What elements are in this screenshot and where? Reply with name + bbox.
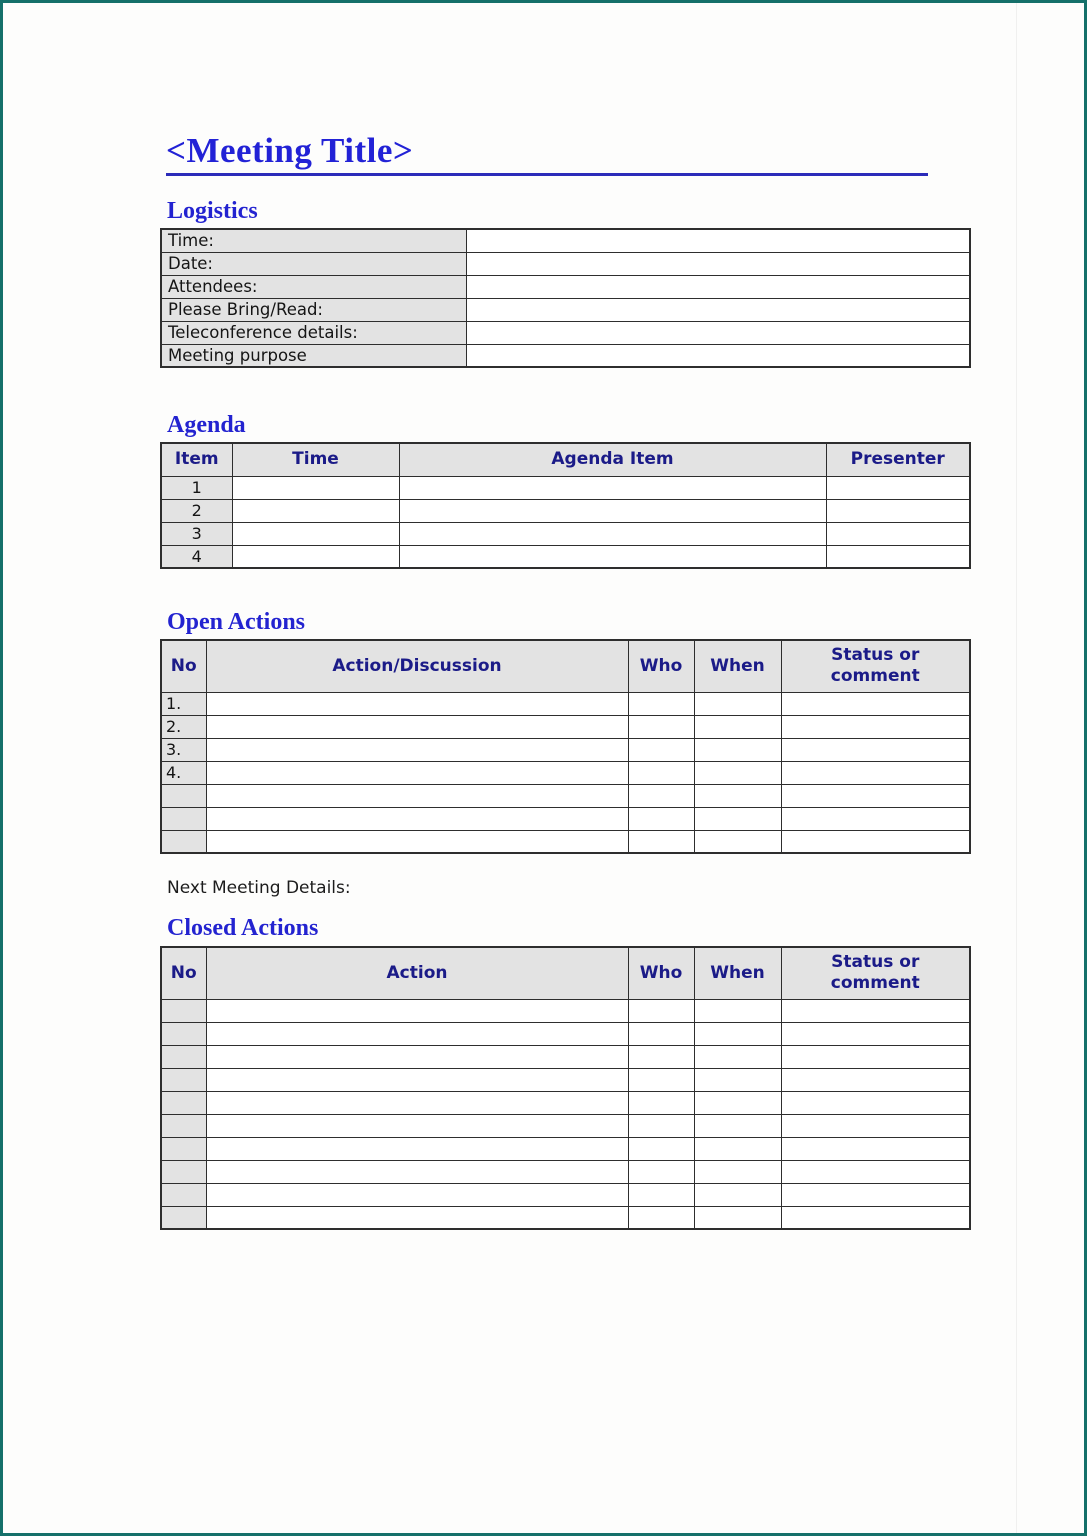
- table-row: [161, 545, 970, 568]
- table-cell: [694, 999, 781, 1022]
- table-cell: [161, 1068, 206, 1091]
- table-row: [161, 1045, 970, 1068]
- table-cell: [694, 1114, 781, 1137]
- table-cell: [161, 807, 206, 830]
- open-actions-table: [160, 639, 971, 854]
- table-cell: [781, 715, 970, 738]
- table-cell: [694, 1091, 781, 1114]
- table-cell: [206, 1137, 628, 1160]
- open-col-when: When: [694, 640, 781, 692]
- table-row: [161, 784, 970, 807]
- table-cell: [628, 1183, 694, 1206]
- table-cell: Meeting purpose: [161, 344, 466, 367]
- table-row: [161, 1114, 970, 1137]
- table-row: [161, 1091, 970, 1114]
- table-cell: [694, 1045, 781, 1068]
- table-row: [161, 1022, 970, 1045]
- table-row: [161, 476, 970, 499]
- table-cell: [161, 1137, 206, 1160]
- table-cell: [161, 1160, 206, 1183]
- table-cell: [628, 1022, 694, 1045]
- table-cell: [628, 738, 694, 761]
- table-cell: [781, 1022, 970, 1045]
- table-cell: 1.: [161, 692, 206, 715]
- table-cell: [206, 999, 628, 1022]
- table-cell: [694, 738, 781, 761]
- table-row: [161, 1206, 970, 1229]
- table-cell: [206, 1183, 628, 1206]
- table-cell: [628, 761, 694, 784]
- table-cell: [628, 830, 694, 853]
- closed-col-action: Action: [206, 947, 628, 999]
- table-cell: [466, 275, 970, 298]
- table-cell: [826, 522, 970, 545]
- table-cell: [781, 738, 970, 761]
- closed-col-who: Who: [628, 947, 694, 999]
- table-cell: [781, 830, 970, 853]
- table-cell: [694, 830, 781, 853]
- table-cell: [781, 1091, 970, 1114]
- table-row: [161, 1137, 970, 1160]
- next-meeting-label: Next Meeting Details:: [167, 878, 351, 898]
- table-cell: [161, 999, 206, 1022]
- table-cell: [399, 545, 826, 568]
- table-cell: [781, 1045, 970, 1068]
- table-cell: 4: [161, 545, 232, 568]
- closed-col-no: No: [161, 947, 206, 999]
- logistics-table: [160, 228, 971, 368]
- closed-col-status: Status or comment: [781, 947, 970, 999]
- table-cell: [694, 1183, 781, 1206]
- table-cell: [466, 252, 970, 275]
- table-cell: [694, 1022, 781, 1045]
- table-cell: [628, 999, 694, 1022]
- table-cell: [628, 784, 694, 807]
- closed-actions-table: [160, 946, 971, 1230]
- agenda-header-row: [161, 443, 970, 476]
- table-row: [161, 252, 970, 275]
- table-row: [161, 692, 970, 715]
- table-cell: [628, 1091, 694, 1114]
- table-cell: [161, 1206, 206, 1229]
- table-row: [161, 999, 970, 1022]
- table-cell: [694, 1068, 781, 1091]
- closed-actions-heading: Closed Actions: [167, 915, 319, 941]
- table-cell: [694, 715, 781, 738]
- logistics-heading: Logistics: [167, 198, 258, 224]
- table-row: [161, 830, 970, 853]
- agenda-col-presenter: Presenter: [826, 443, 970, 476]
- open-actions-header-row: [161, 640, 970, 692]
- table-row: [161, 275, 970, 298]
- table-cell: [206, 1114, 628, 1137]
- table-cell: Teleconference details:: [161, 321, 466, 344]
- open-col-status: Status or comment: [781, 640, 970, 692]
- table-cell: [628, 692, 694, 715]
- table-cell: [161, 1045, 206, 1068]
- table-cell: [781, 999, 970, 1022]
- table-cell: [826, 545, 970, 568]
- table-cell: [206, 1160, 628, 1183]
- table-cell: [466, 344, 970, 367]
- table-cell: [466, 229, 970, 252]
- table-cell: [206, 784, 628, 807]
- table-row: [161, 499, 970, 522]
- table-cell: [781, 1114, 970, 1137]
- table-cell: 2: [161, 499, 232, 522]
- table-cell: Please Bring/Read:: [161, 298, 466, 321]
- table-cell: [694, 1160, 781, 1183]
- table-cell: [694, 1137, 781, 1160]
- table-cell: [628, 1206, 694, 1229]
- table-cell: [781, 807, 970, 830]
- table-cell: [206, 1091, 628, 1114]
- agenda-table: [160, 442, 971, 569]
- table-cell: [206, 830, 628, 853]
- table-cell: [781, 692, 970, 715]
- table-cell: [781, 1137, 970, 1160]
- table-cell: [628, 1045, 694, 1068]
- table-cell: [628, 1068, 694, 1091]
- agenda-heading: Agenda: [167, 412, 246, 438]
- table-cell: [161, 1114, 206, 1137]
- agenda-col-item: Item: [161, 443, 232, 476]
- table-cell: [694, 1206, 781, 1229]
- table-cell: [206, 1045, 628, 1068]
- table-row: [161, 298, 970, 321]
- table-cell: [826, 476, 970, 499]
- table-cell: [161, 1022, 206, 1045]
- table-cell: [628, 1114, 694, 1137]
- table-cell: [232, 522, 399, 545]
- table-cell: [781, 784, 970, 807]
- table-cell: [826, 499, 970, 522]
- table-cell: [781, 1068, 970, 1091]
- table-row: [161, 1068, 970, 1091]
- table-cell: [206, 715, 628, 738]
- table-row: [161, 321, 970, 344]
- table-cell: [232, 499, 399, 522]
- table-cell: [781, 1183, 970, 1206]
- table-cell: [694, 784, 781, 807]
- table-cell: [399, 499, 826, 522]
- table-cell: Date:: [161, 252, 466, 275]
- table-cell: [694, 807, 781, 830]
- table-cell: [206, 738, 628, 761]
- open-col-action-discussion: Action/Discussion: [206, 640, 628, 692]
- agenda-col-agenda-item: Agenda Item: [399, 443, 826, 476]
- page-title: <Meeting Title>: [166, 131, 414, 170]
- table-cell: [399, 522, 826, 545]
- closed-actions-header-row: [161, 947, 970, 999]
- table-cell: [232, 476, 399, 499]
- table-cell: [628, 807, 694, 830]
- table-row: [161, 229, 970, 252]
- table-row: [161, 807, 970, 830]
- table-cell: [628, 1137, 694, 1160]
- table-cell: [694, 761, 781, 784]
- table-cell: [781, 1160, 970, 1183]
- table-cell: [206, 1022, 628, 1045]
- table-row: [161, 1160, 970, 1183]
- table-cell: [161, 784, 206, 807]
- table-cell: [781, 761, 970, 784]
- table-cell: [206, 1068, 628, 1091]
- table-cell: [161, 1091, 206, 1114]
- table-cell: 1: [161, 476, 232, 499]
- open-col-who: Who: [628, 640, 694, 692]
- table-cell: [466, 321, 970, 344]
- table-cell: [161, 1183, 206, 1206]
- scan-edge-line: [1016, 3, 1017, 1533]
- table-cell: 3: [161, 522, 232, 545]
- title-underline: [166, 129, 928, 176]
- closed-col-when: When: [694, 947, 781, 999]
- table-cell: Attendees:: [161, 275, 466, 298]
- table-cell: 4.: [161, 761, 206, 784]
- table-cell: [206, 807, 628, 830]
- table-row: [161, 738, 970, 761]
- table-row: [161, 715, 970, 738]
- agenda-col-time: Time: [232, 443, 399, 476]
- table-row: [161, 522, 970, 545]
- table-cell: 3.: [161, 738, 206, 761]
- document-content: [160, 3, 972, 1230]
- table-cell: [694, 692, 781, 715]
- open-col-no: No: [161, 640, 206, 692]
- table-row: [161, 344, 970, 367]
- table-cell: [206, 1206, 628, 1229]
- table-cell: [628, 1160, 694, 1183]
- table-cell: [781, 1206, 970, 1229]
- table-cell: [466, 298, 970, 321]
- table-cell: [206, 761, 628, 784]
- table-row: [161, 1183, 970, 1206]
- table-cell: [206, 692, 628, 715]
- table-cell: Time:: [161, 229, 466, 252]
- table-cell: [399, 476, 826, 499]
- table-cell: [232, 545, 399, 568]
- open-actions-heading: Open Actions: [167, 609, 306, 635]
- table-cell: [161, 830, 206, 853]
- table-cell: 2.: [161, 715, 206, 738]
- table-row: [161, 761, 970, 784]
- table-cell: [628, 715, 694, 738]
